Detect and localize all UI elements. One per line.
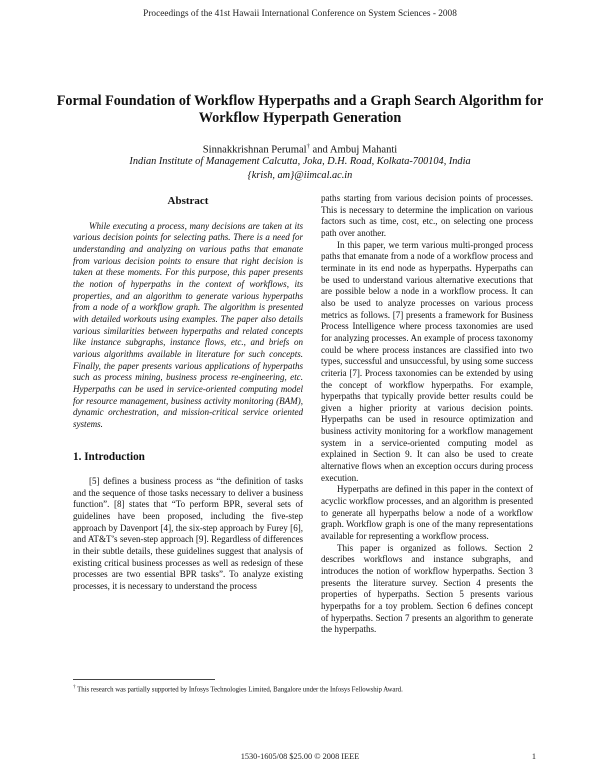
abstract-heading: Abstract <box>167 195 209 207</box>
introduction-heading: 1. Introduction <box>73 451 145 464</box>
continued-paragraph: paths starting from various decision points of processes. This is necessary to determine the implication on various factors such as time, cost, etc., on selecting one process path over another. <box>321 193 533 238</box>
footnote-marker: † <box>306 143 310 150</box>
introduction-paragraph-1: [5] defines a business process as “the definition of tasks and the sequence of those tasks necessary to deliver a business function”. [8] states that “To perform BPR, several sets of guidelines have been proposed, including the five-step approach by Davenport [4], the six-step approach by Furey [6], and AT&T’s seven-step approach [9]. Regardless of differences in their subtle details, these guidelines suggest that analysis of existing critical business processes as well as redesign of these processes are two essential BPR tasks”. To analyze existing processes, it is necessary to understand the process <box>73 476 303 592</box>
running-head: Proceedings of the 41st Hawaii International Conference on System Sciences - 2008 <box>143 9 457 19</box>
page-number: 1 <box>531 752 536 761</box>
author-2: and Ambuj Mahanti <box>309 144 398 156</box>
introduction-paragraph-3: Hyperpaths are defined in this paper in the context of acyclic workflow processes, and an algorithm is presented to generate all hyperpaths below a node of a workflow graph. Workflow graph is one of the many representations available for representing a workflow process. <box>321 484 533 542</box>
footnote-mark: † <box>73 685 76 690</box>
footnote <box>73 683 533 694</box>
affiliation: Indian Institute of Management Calcutta, Joka, D.H. Road, Kolkata-700104, India <box>129 156 471 167</box>
footnote-text: This research was partially supported by Infosys Technologies Limited, Bangalore under the Infosys Fellowship Award. <box>75 686 403 694</box>
left-column <box>73 196 303 593</box>
author-emails: {krish, am}@iimcal.ac.in <box>247 169 353 181</box>
introduction-paragraph-4: This paper is organized as follows. Section 2 describes workflows and instance subgraphs, and introduces the notion of workflow hyperpaths. Section 3 presents the literature survey. Section 4 presents the properties of hyperpaths. Section 5 presents various hyperpaths for a toy problem. Section 6 defines concept of hyperpaths. Section 7 presents an algorithm to generate the hyperpaths. <box>321 542 533 635</box>
introduction-paragraph-2: In this paper, we term various multi-pronged process paths that emanate from a node of a workflow process and terminate in its end node as hyperpaths. Hyperpaths can be used to understand various alternative executions that are possible below a node in a workflow process. It can also be used to analyze processes on various process metrics as follows. [7] presents a framework for Business Process Intelligence where process taxonomies are used for analyzing processes. An example of process taxonomy could be where process instances are classified into two types, successful and unsuccessful, by using some success criteria [7]. Process taxonomies can be extended by using the concept of workflow hyperpaths. For example, hyperpaths that typically provide better results could be given a higher priority at various decision points. Hyperpaths can be used in resource optimization and business activity monitoring for a workflow management system in a service-oriented computing model as explained in Section 9. It can also be used to create alternative flows when an exception occurs during process execution. <box>321 239 533 483</box>
affiliation-block <box>0 155 600 182</box>
copyright-line: 1530-1605/08 $25.00 © 2008 IEEE <box>240 752 360 761</box>
right-column <box>321 193 533 636</box>
author-1: Sinnakkrishnan Perumal <box>202 144 307 156</box>
footnote-divider <box>73 679 215 680</box>
abstract-text: While executing a process, many decisions are taken at its various decision points for selecting paths. There is a need for understanding and analyzing on various paths that emanate from various decision points to ensure that right decision is taken at these moments. For this purpose, this paper presents the notion of hyperpaths in the context of workflows, its properties, and an algorithm to generate various hyperpaths from a node of a workflow graph. The algorithm is presented with detailed workouts using examples. The paper also details various similarities between hyperpaths and related concepts like instance subgraphs, instance flows, etc., and briefs on various algorithms available in literature for such concepts. Finally, the paper presents various applications of hyperpaths such as process mining, business process re-engineering, etc. Hyperpaths can be used in service-oriented computing model for resource management, business activity monitoring (BAM), dynamic orchestration, and mission-critical service oriented systems. <box>73 220 303 429</box>
paper-title: Formal Foundation of Workflow Hyperpaths and a Graph Search Algorithm for Workflow Hyperpath Generation <box>56 93 544 126</box>
